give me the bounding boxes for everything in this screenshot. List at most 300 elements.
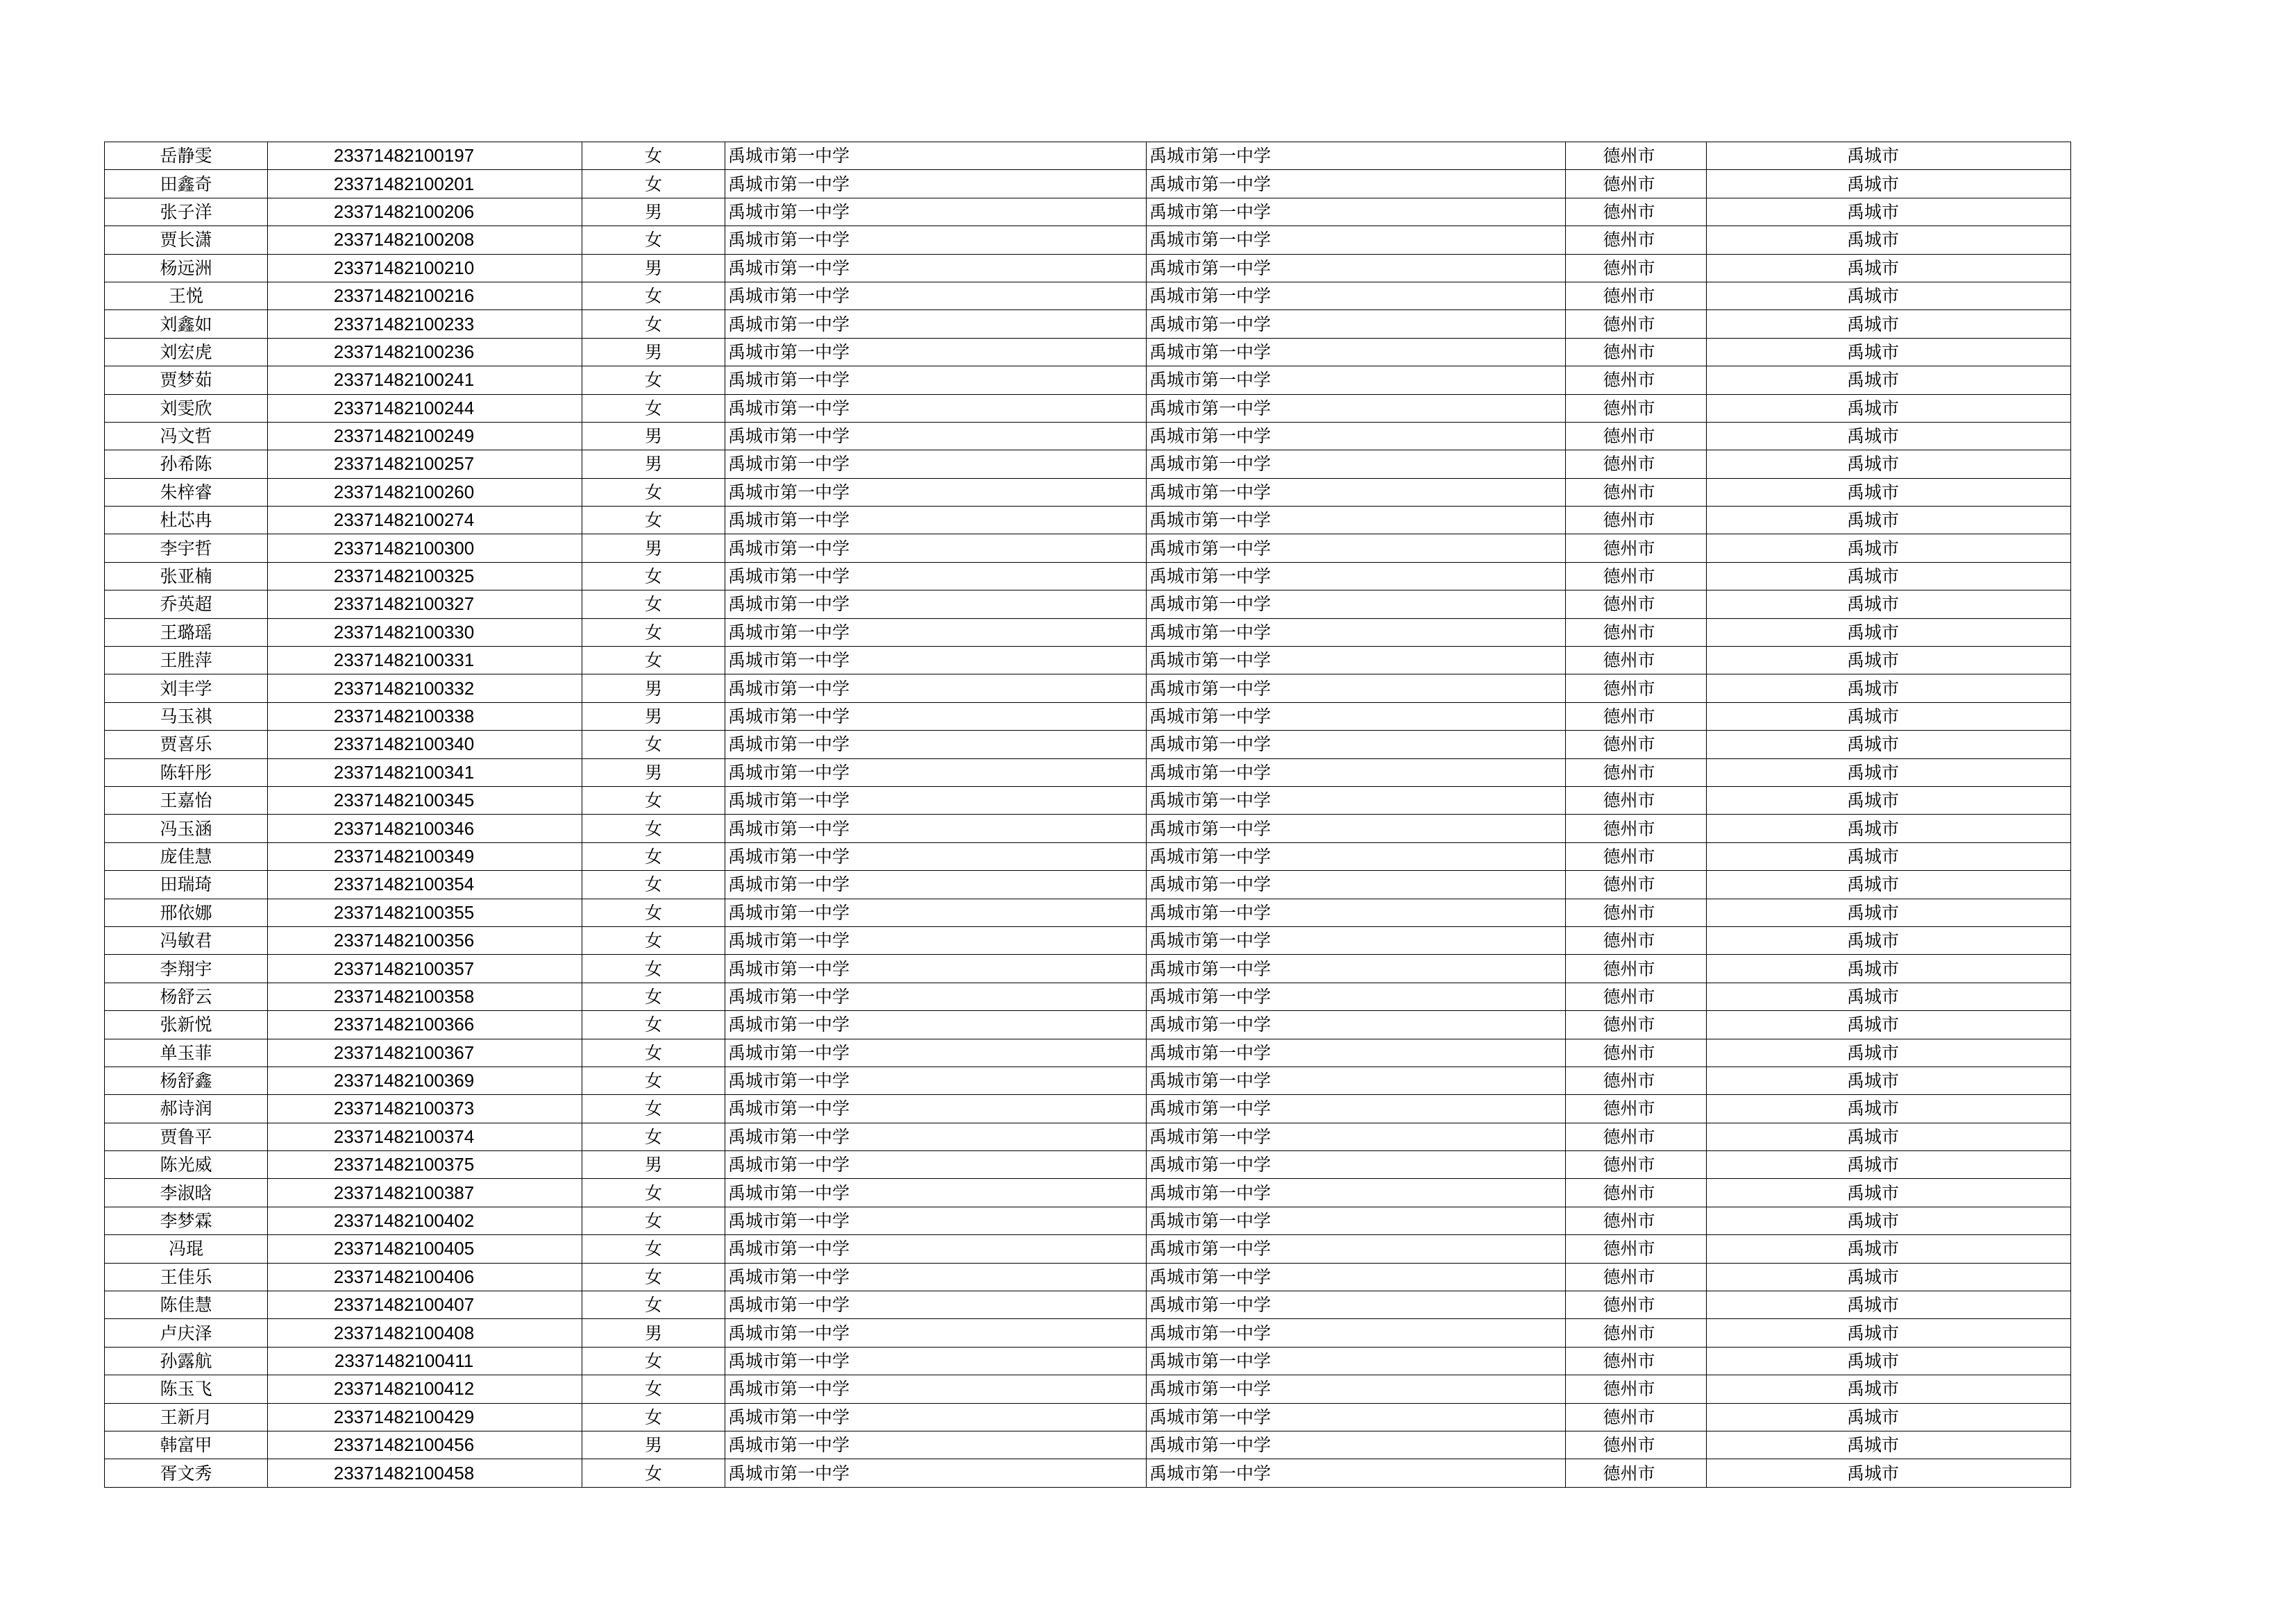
gender-cell: 男: [582, 1431, 725, 1459]
exam-id-cell: 23371482100406: [268, 1263, 582, 1291]
gender-cell: 女: [582, 926, 725, 954]
county-cell: 禹城市: [1707, 842, 2071, 870]
school-cell: 禹城市第一中学: [725, 1095, 1147, 1123]
school-cell: 禹城市第一中学: [725, 1403, 1147, 1431]
city-cell: 德州市: [1566, 1375, 1707, 1403]
exam-id-cell: 23371482100338: [268, 702, 582, 730]
exam-id-cell: 23371482100366: [268, 1011, 582, 1039]
school-cell: 禹城市第一中学: [725, 731, 1147, 758]
county-cell: 禹城市: [1707, 1347, 2071, 1375]
city-cell: 德州市: [1566, 758, 1707, 786]
county-cell: 禹城市: [1707, 926, 2071, 954]
gender-cell: 女: [582, 1403, 725, 1431]
table-row: [105, 758, 2071, 786]
gender-cell: 女: [582, 562, 725, 590]
table-row: [105, 534, 2071, 562]
table-row: [105, 702, 2071, 730]
student-name-cell: 杨远洲: [105, 254, 268, 282]
county-cell: 禹城市: [1707, 394, 2071, 422]
city-cell: 德州市: [1566, 366, 1707, 394]
school-cell: 禹城市第一中学: [725, 983, 1147, 1010]
student-name-cell: 杜芯冉: [105, 507, 268, 534]
table-row: [105, 422, 2071, 450]
graduation-school-cell: 禹城市第一中学: [1147, 1347, 1566, 1375]
table-row: [105, 1151, 2071, 1179]
table-row: [105, 1431, 2071, 1459]
table-row: [105, 1319, 2071, 1347]
student-name-cell: 刘雯欣: [105, 394, 268, 422]
gender-cell: 女: [582, 366, 725, 394]
exam-id-cell: 23371482100349: [268, 842, 582, 870]
city-cell: 德州市: [1566, 899, 1707, 926]
school-cell: 禹城市第一中学: [725, 478, 1147, 506]
graduation-school-cell: 禹城市第一中学: [1147, 254, 1566, 282]
school-cell: 禹城市第一中学: [725, 702, 1147, 730]
student-name-cell: 庞佳慧: [105, 842, 268, 870]
school-cell: 禹城市第一中学: [725, 1207, 1147, 1234]
school-cell: 禹城市第一中学: [725, 899, 1147, 926]
exam-id-cell: 23371482100249: [268, 422, 582, 450]
graduation-school-cell: 禹城市第一中学: [1147, 534, 1566, 562]
school-cell: 禹城市第一中学: [725, 226, 1147, 254]
graduation-school-cell: 禹城市第一中学: [1147, 647, 1566, 674]
city-cell: 德州市: [1566, 1319, 1707, 1347]
table-row: [105, 310, 2071, 338]
gender-cell: 女: [582, 1375, 725, 1403]
gender-cell: 女: [582, 310, 725, 338]
graduation-school-cell: 禹城市第一中学: [1147, 926, 1566, 954]
exam-id-cell: 23371482100341: [268, 758, 582, 786]
graduation-school-cell: 禹城市第一中学: [1147, 871, 1566, 899]
county-cell: 禹城市: [1707, 1011, 2071, 1039]
gender-cell: 男: [582, 758, 725, 786]
student-name-cell: 李宇哲: [105, 534, 268, 562]
student-name-cell: 张亚楠: [105, 562, 268, 590]
graduation-school-cell: 禹城市第一中学: [1147, 618, 1566, 646]
school-cell: 禹城市第一中学: [725, 590, 1147, 618]
county-cell: 禹城市: [1707, 1431, 2071, 1459]
school-cell: 禹城市第一中学: [725, 142, 1147, 170]
school-cell: 禹城市第一中学: [725, 338, 1147, 366]
school-cell: 禹城市第一中学: [725, 1291, 1147, 1319]
exam-id-cell: 23371482100356: [268, 926, 582, 954]
student-name-cell: 杨舒云: [105, 983, 268, 1010]
student-name-cell: 王璐瑶: [105, 618, 268, 646]
exam-id-cell: 23371482100300: [268, 534, 582, 562]
exam-id-cell: 23371482100236: [268, 338, 582, 366]
exam-id-cell: 23371482100340: [268, 731, 582, 758]
gender-cell: 女: [582, 786, 725, 814]
student-name-cell: 郝诗润: [105, 1095, 268, 1123]
county-cell: 禹城市: [1707, 366, 2071, 394]
county-cell: 禹城市: [1707, 338, 2071, 366]
graduation-school-cell: 禹城市第一中学: [1147, 1431, 1566, 1459]
graduation-school-cell: 禹城市第一中学: [1147, 422, 1566, 450]
school-cell: 禹城市第一中学: [725, 450, 1147, 478]
exam-id-cell: 23371482100373: [268, 1095, 582, 1123]
county-cell: 禹城市: [1707, 198, 2071, 226]
table-row: [105, 1375, 2071, 1403]
school-cell: 禹城市第一中学: [725, 647, 1147, 674]
city-cell: 德州市: [1566, 871, 1707, 899]
graduation-school-cell: 禹城市第一中学: [1147, 842, 1566, 870]
student-name-cell: 张子洋: [105, 198, 268, 226]
student-name-cell: 乔英超: [105, 590, 268, 618]
graduation-school-cell: 禹城市第一中学: [1147, 1067, 1566, 1094]
exam-id-cell: 23371482100330: [268, 618, 582, 646]
table-row: [105, 1235, 2071, 1263]
table-row: [105, 1179, 2071, 1207]
county-cell: 禹城市: [1707, 562, 2071, 590]
county-cell: 禹城市: [1707, 310, 2071, 338]
city-cell: 德州市: [1566, 926, 1707, 954]
gender-cell: 女: [582, 226, 725, 254]
gender-cell: 女: [582, 871, 725, 899]
school-cell: 禹城市第一中学: [725, 1375, 1147, 1403]
table-row: [105, 674, 2071, 702]
graduation-school-cell: 禹城市第一中学: [1147, 198, 1566, 226]
exam-id-cell: 23371482100367: [268, 1039, 582, 1067]
table-row: [105, 1011, 2071, 1039]
school-cell: 禹城市第一中学: [725, 1123, 1147, 1150]
table-row: [105, 450, 2071, 478]
city-cell: 德州市: [1566, 1459, 1707, 1487]
city-cell: 德州市: [1566, 618, 1707, 646]
school-cell: 禹城市第一中学: [725, 198, 1147, 226]
student-name-cell: 王悦: [105, 282, 268, 309]
student-name-cell: 冯文哲: [105, 422, 268, 450]
table-row: [105, 1291, 2071, 1319]
exam-id-cell: 23371482100206: [268, 198, 582, 226]
county-cell: 禹城市: [1707, 647, 2071, 674]
city-cell: 德州市: [1566, 842, 1707, 870]
city-cell: 德州市: [1566, 815, 1707, 842]
gender-cell: 女: [582, 507, 725, 534]
gender-cell: 女: [582, 815, 725, 842]
school-cell: 禹城市第一中学: [725, 170, 1147, 198]
exam-id-cell: 23371482100197: [268, 142, 582, 170]
student-name-cell: 刘宏虎: [105, 338, 268, 366]
gender-cell: 女: [582, 1179, 725, 1207]
school-cell: 禹城市第一中学: [725, 842, 1147, 870]
table-row: [105, 590, 2071, 618]
graduation-school-cell: 禹城市第一中学: [1147, 1235, 1566, 1263]
graduation-school-cell: 禹城市第一中学: [1147, 1291, 1566, 1319]
county-cell: 禹城市: [1707, 1067, 2071, 1094]
student-name-cell: 陈光威: [105, 1151, 268, 1179]
school-cell: 禹城市第一中学: [725, 282, 1147, 309]
graduation-school-cell: 禹城市第一中学: [1147, 1151, 1566, 1179]
gender-cell: 女: [582, 1347, 725, 1375]
student-name-cell: 贾鲁平: [105, 1123, 268, 1150]
table-row: [105, 338, 2071, 366]
table-row: [105, 1347, 2071, 1375]
exam-id-cell: 23371482100375: [268, 1151, 582, 1179]
county-cell: 禹城市: [1707, 1459, 2071, 1487]
table-row: [105, 562, 2071, 590]
school-cell: 禹城市第一中学: [725, 310, 1147, 338]
student-name-cell: 刘丰学: [105, 674, 268, 702]
gender-cell: 女: [582, 1067, 725, 1094]
county-cell: 禹城市: [1707, 674, 2071, 702]
exam-id-cell: 23371482100244: [268, 394, 582, 422]
exam-id-cell: 23371482100374: [268, 1123, 582, 1150]
city-cell: 德州市: [1566, 1347, 1707, 1375]
table-row: [105, 815, 2071, 842]
graduation-school-cell: 禹城市第一中学: [1147, 955, 1566, 983]
student-name-cell: 杨舒鑫: [105, 1067, 268, 1094]
gender-cell: 女: [582, 731, 725, 758]
exam-id-cell: 23371482100346: [268, 815, 582, 842]
student-name-cell: 孙希陈: [105, 450, 268, 478]
gender-cell: 女: [582, 1263, 725, 1291]
county-cell: 禹城市: [1707, 1179, 2071, 1207]
roster-table: [104, 142, 2071, 1488]
gender-cell: 女: [582, 1011, 725, 1039]
student-name-cell: 李梦霖: [105, 1207, 268, 1234]
table-row: [105, 1263, 2071, 1291]
table-row: [105, 226, 2071, 254]
city-cell: 德州市: [1566, 702, 1707, 730]
graduation-school-cell: 禹城市第一中学: [1147, 674, 1566, 702]
school-cell: 禹城市第一中学: [725, 1179, 1147, 1207]
school-cell: 禹城市第一中学: [725, 422, 1147, 450]
exam-id-cell: 23371482100331: [268, 647, 582, 674]
city-cell: 德州市: [1566, 590, 1707, 618]
county-cell: 禹城市: [1707, 702, 2071, 730]
graduation-school-cell: 禹城市第一中学: [1147, 758, 1566, 786]
county-cell: 禹城市: [1707, 422, 2071, 450]
school-cell: 禹城市第一中学: [725, 1319, 1147, 1347]
exam-id-cell: 23371482100405: [268, 1235, 582, 1263]
city-cell: 德州市: [1566, 1151, 1707, 1179]
student-name-cell: 孙露航: [105, 1347, 268, 1375]
graduation-school-cell: 禹城市第一中学: [1147, 1123, 1566, 1150]
exam-id-cell: 23371482100325: [268, 562, 582, 590]
county-cell: 禹城市: [1707, 1123, 2071, 1150]
graduation-school-cell: 禹城市第一中学: [1147, 1319, 1566, 1347]
school-cell: 禹城市第一中学: [725, 926, 1147, 954]
county-cell: 禹城市: [1707, 478, 2071, 506]
table-row: [105, 1095, 2071, 1123]
student-name-cell: 刘鑫如: [105, 310, 268, 338]
exam-id-cell: 23371482100208: [268, 226, 582, 254]
city-cell: 德州市: [1566, 142, 1707, 170]
exam-id-cell: 23371482100402: [268, 1207, 582, 1234]
school-cell: 禹城市第一中学: [725, 815, 1147, 842]
city-cell: 德州市: [1566, 731, 1707, 758]
exam-id-cell: 23371482100369: [268, 1067, 582, 1094]
county-cell: 禹城市: [1707, 871, 2071, 899]
exam-id-cell: 23371482100358: [268, 983, 582, 1010]
exam-id-cell: 23371482100327: [268, 590, 582, 618]
exam-id-cell: 23371482100408: [268, 1319, 582, 1347]
city-cell: 德州市: [1566, 394, 1707, 422]
student-name-cell: 陈轩彤: [105, 758, 268, 786]
city-cell: 德州市: [1566, 562, 1707, 590]
city-cell: 德州市: [1566, 674, 1707, 702]
graduation-school-cell: 禹城市第一中学: [1147, 590, 1566, 618]
city-cell: 德州市: [1566, 282, 1707, 309]
school-cell: 禹城市第一中学: [725, 366, 1147, 394]
city-cell: 德州市: [1566, 1011, 1707, 1039]
table-row: [105, 1067, 2071, 1094]
gender-cell: 男: [582, 534, 725, 562]
table-row: [105, 394, 2071, 422]
city-cell: 德州市: [1566, 226, 1707, 254]
graduation-school-cell: 禹城市第一中学: [1147, 983, 1566, 1010]
school-cell: 禹城市第一中学: [725, 1151, 1147, 1179]
gender-cell: 男: [582, 198, 725, 226]
city-cell: 德州市: [1566, 983, 1707, 1010]
city-cell: 德州市: [1566, 1431, 1707, 1459]
county-cell: 禹城市: [1707, 1375, 2071, 1403]
student-name-cell: 胥文秀: [105, 1459, 268, 1487]
table-row: [105, 1123, 2071, 1150]
gender-cell: 女: [582, 282, 725, 309]
exam-id-cell: 23371482100407: [268, 1291, 582, 1319]
county-cell: 禹城市: [1707, 983, 2071, 1010]
gender-cell: 女: [582, 478, 725, 506]
city-cell: 德州市: [1566, 1263, 1707, 1291]
school-cell: 禹城市第一中学: [725, 1263, 1147, 1291]
gender-cell: 女: [582, 899, 725, 926]
table-row: [105, 198, 2071, 226]
graduation-school-cell: 禹城市第一中学: [1147, 1207, 1566, 1234]
graduation-school-cell: 禹城市第一中学: [1147, 282, 1566, 309]
roster-table-body: [105, 142, 2071, 1488]
graduation-school-cell: 禹城市第一中学: [1147, 1011, 1566, 1039]
county-cell: 禹城市: [1707, 758, 2071, 786]
county-cell: 禹城市: [1707, 1095, 2071, 1123]
city-cell: 德州市: [1566, 1207, 1707, 1234]
exam-id-cell: 23371482100274: [268, 507, 582, 534]
graduation-school-cell: 禹城市第一中学: [1147, 310, 1566, 338]
student-name-cell: 冯敏君: [105, 926, 268, 954]
school-cell: 禹城市第一中学: [725, 1347, 1147, 1375]
graduation-school-cell: 禹城市第一中学: [1147, 1039, 1566, 1067]
table-row: [105, 983, 2071, 1010]
exam-id-cell: 23371482100412: [268, 1375, 582, 1403]
county-cell: 禹城市: [1707, 142, 2071, 170]
graduation-school-cell: 禹城市第一中学: [1147, 1459, 1566, 1487]
student-name-cell: 王嘉怡: [105, 786, 268, 814]
exam-id-cell: 23371482100357: [268, 955, 582, 983]
gender-cell: 女: [582, 955, 725, 983]
city-cell: 德州市: [1566, 534, 1707, 562]
city-cell: 德州市: [1566, 478, 1707, 506]
school-cell: 禹城市第一中学: [725, 1431, 1147, 1459]
school-cell: 禹城市第一中学: [725, 955, 1147, 983]
gender-cell: 女: [582, 842, 725, 870]
school-cell: 禹城市第一中学: [725, 1067, 1147, 1094]
gender-cell: 女: [582, 1123, 725, 1150]
table-row: [105, 786, 2071, 814]
exam-id-cell: 23371482100345: [268, 786, 582, 814]
city-cell: 德州市: [1566, 198, 1707, 226]
exam-id-cell: 23371482100210: [268, 254, 582, 282]
school-cell: 禹城市第一中学: [725, 1235, 1147, 1263]
exam-id-cell: 23371482100387: [268, 1179, 582, 1207]
school-cell: 禹城市第一中学: [725, 1039, 1147, 1067]
graduation-school-cell: 禹城市第一中学: [1147, 170, 1566, 198]
gender-cell: 男: [582, 422, 725, 450]
gender-cell: 女: [582, 1207, 725, 1234]
gender-cell: 男: [582, 1151, 725, 1179]
county-cell: 禹城市: [1707, 786, 2071, 814]
graduation-school-cell: 禹城市第一中学: [1147, 702, 1566, 730]
gender-cell: 女: [582, 1459, 725, 1487]
city-cell: 德州市: [1566, 1039, 1707, 1067]
school-cell: 禹城市第一中学: [725, 1459, 1147, 1487]
city-cell: 德州市: [1566, 786, 1707, 814]
county-cell: 禹城市: [1707, 815, 2071, 842]
county-cell: 禹城市: [1707, 1291, 2071, 1319]
county-cell: 禹城市: [1707, 1151, 2071, 1179]
table-row: [105, 1403, 2071, 1431]
county-cell: 禹城市: [1707, 1039, 2071, 1067]
student-name-cell: 马玉祺: [105, 702, 268, 730]
student-name-cell: 张新悦: [105, 1011, 268, 1039]
gender-cell: 男: [582, 674, 725, 702]
city-cell: 德州市: [1566, 254, 1707, 282]
table-row: [105, 899, 2071, 926]
exam-id-cell: 23371482100233: [268, 310, 582, 338]
table-row: [105, 366, 2071, 394]
graduation-school-cell: 禹城市第一中学: [1147, 1095, 1566, 1123]
gender-cell: 男: [582, 1319, 725, 1347]
county-cell: 禹城市: [1707, 170, 2071, 198]
graduation-school-cell: 禹城市第一中学: [1147, 478, 1566, 506]
gender-cell: 男: [582, 702, 725, 730]
table-row: [105, 871, 2071, 899]
student-name-cell: 韩富甲: [105, 1431, 268, 1459]
city-cell: 德州市: [1566, 338, 1707, 366]
graduation-school-cell: 禹城市第一中学: [1147, 815, 1566, 842]
student-name-cell: 王佳乐: [105, 1263, 268, 1291]
city-cell: 德州市: [1566, 1179, 1707, 1207]
city-cell: 德州市: [1566, 422, 1707, 450]
student-name-cell: 陈玉飞: [105, 1375, 268, 1403]
graduation-school-cell: 禹城市第一中学: [1147, 450, 1566, 478]
student-name-cell: 陈佳慧: [105, 1291, 268, 1319]
student-name-cell: 贾喜乐: [105, 731, 268, 758]
graduation-school-cell: 禹城市第一中学: [1147, 142, 1566, 170]
gender-cell: 男: [582, 338, 725, 366]
school-cell: 禹城市第一中学: [725, 562, 1147, 590]
county-cell: 禹城市: [1707, 1207, 2071, 1234]
student-name-cell: 李淑晗: [105, 1179, 268, 1207]
graduation-school-cell: 禹城市第一中学: [1147, 1375, 1566, 1403]
city-cell: 德州市: [1566, 1095, 1707, 1123]
city-cell: 德州市: [1566, 1123, 1707, 1150]
exam-id-cell: 23371482100456: [268, 1431, 582, 1459]
exam-id-cell: 23371482100257: [268, 450, 582, 478]
student-name-cell: 李翔宇: [105, 955, 268, 983]
table-row: [105, 507, 2071, 534]
graduation-school-cell: 禹城市第一中学: [1147, 562, 1566, 590]
student-name-cell: 单玉菲: [105, 1039, 268, 1067]
city-cell: 德州市: [1566, 507, 1707, 534]
student-name-cell: 冯玉涵: [105, 815, 268, 842]
county-cell: 禹城市: [1707, 534, 2071, 562]
graduation-school-cell: 禹城市第一中学: [1147, 338, 1566, 366]
exam-id-cell: 23371482100355: [268, 899, 582, 926]
student-name-cell: 朱梓睿: [105, 478, 268, 506]
gender-cell: 女: [582, 142, 725, 170]
table-row: [105, 731, 2071, 758]
school-cell: 禹城市第一中学: [725, 534, 1147, 562]
